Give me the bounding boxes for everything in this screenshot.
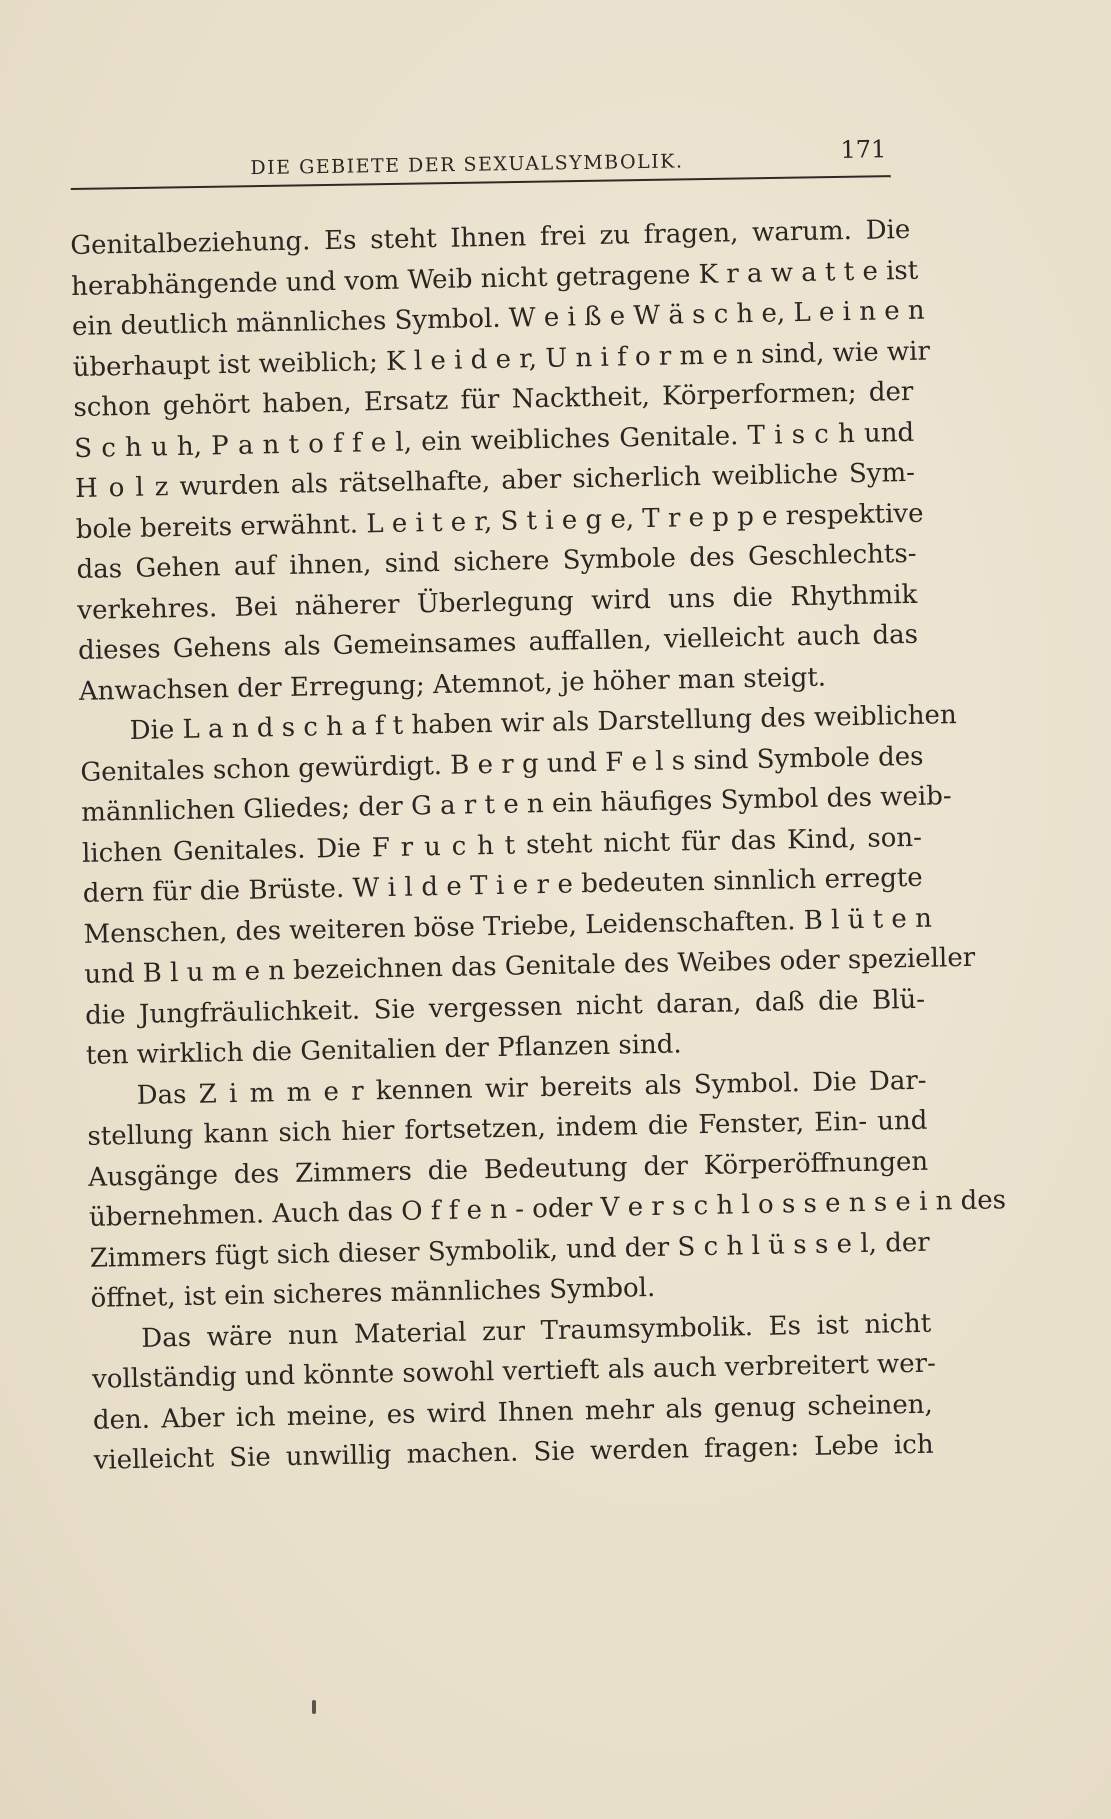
text-line: stellung kann sich hier fortsetzen, indem die Fenster, Ein- und	[87, 1105, 928, 1152]
text-line: herabhängende und vom Weib nicht getragene K r a w a t t e ist	[70, 255, 919, 302]
text-line: öffnet, ist ein sicheres männliches Symbol.	[90, 1272, 656, 1314]
text-line: H o l z wurden als rätselhafte, aber sicherlich weibliche Sym-	[74, 457, 916, 504]
text-line: Das Z i m m e r kennen wir bereits als Symbol. Die Dar-	[136, 1065, 927, 1111]
text-line: Menschen, des weiteren böse Triebe, Leidenschaften. B l ü t e n	[83, 903, 933, 950]
text-line: dieses Gehens als Gemeinsames auffallen, vielleicht auch das	[77, 619, 919, 666]
header-rule	[71, 175, 891, 190]
text-line: schon gehört haben, Ersatz für Nacktheit, Körperformen; der	[73, 376, 914, 423]
text-line: Genitalbeziehung. Es steht Ihnen frei zu fragen, warum. Die	[70, 214, 911, 261]
text-line: das Gehen auf ihnen, sind sichere Symbole des Geschlechts-	[76, 538, 917, 585]
text-line: den. Aber ich meine, es wird Ihnen mehr als genug scheinen,	[92, 1389, 934, 1436]
text-line: überhaupt ist weiblich; K l e i d e r, U n i f o r m e n sind, wie wir	[72, 336, 931, 383]
text-line: männlichen Gliedes; der G a r t e n ein häufiges Symbol des weib-	[80, 781, 952, 828]
body-text	[70, 210, 1007, 1481]
text-line: die Jungfräulichkeit. Sie vergessen nicht daran, daß die Blü-	[84, 984, 926, 1031]
page-header	[70, 127, 891, 190]
text-line: vollständig und könnte sowohl vertieft als auch verbreitert wer-	[91, 1348, 937, 1395]
text-line: S c h u h, P a n t o f f e l, ein weibliches Genitale. T i s c h und	[73, 417, 915, 464]
running-head: DIE GEBIETE DER SEXUALSYMBOLIK.	[250, 150, 684, 180]
text-line: und B l u m e n bezeichnen das Genitale des Weibes oder spezieller	[84, 942, 976, 990]
text-line: Ausgänge des Zimmers die Bedeutung der Körperöffnungen	[87, 1146, 929, 1193]
page-number: 171	[840, 135, 887, 164]
text-line: Die L a n d s c h a f t haben wir als Darstellung des weiblichen	[129, 700, 957, 746]
ink-mark	[312, 1700, 316, 1714]
text-line: vielleicht Sie unwillig machen. Sie werden fragen: Lebe ich	[93, 1429, 934, 1476]
text-line: Das wäre nun Material zur Traumsymbolik. Es ist nicht	[141, 1308, 932, 1354]
text-line: lichen Genitales. Die F r u c h t steht nicht für das Kind, son-	[81, 822, 923, 869]
text-line: Anwachsen der Erregung; Atemnot, je höher man steigt.	[78, 662, 827, 707]
text-line: verkehres. Bei näherer Überlegung wird uns die Rhythmik	[77, 579, 918, 626]
text-line: Genitales schon gewürdigt. B e r g und F e l s sind Symbole des	[80, 741, 924, 788]
text-line: dern für die Brüste. W i l d e T i e r e bedeuten sinnlich erregte	[82, 862, 923, 909]
text-line: Zimmers fügt sich dieser Symbolik, und der S c h l ü s s e l, der	[89, 1227, 930, 1274]
text-line: bole bereits erwähnt. L e i t e r, S t i e g e, T r e p p e respektive	[75, 498, 924, 545]
text-line: übernehmen. Auch das O f f e n - oder V e r s c h l o s s e n s e i n des	[88, 1185, 1007, 1233]
text-line: ein deutlich männliches Symbol. W e i ß e W ä s c h e, L e i n e n	[71, 295, 925, 342]
text-line: ten wirklich die Genitalien der Pflanzen sind.	[85, 1029, 682, 1071]
